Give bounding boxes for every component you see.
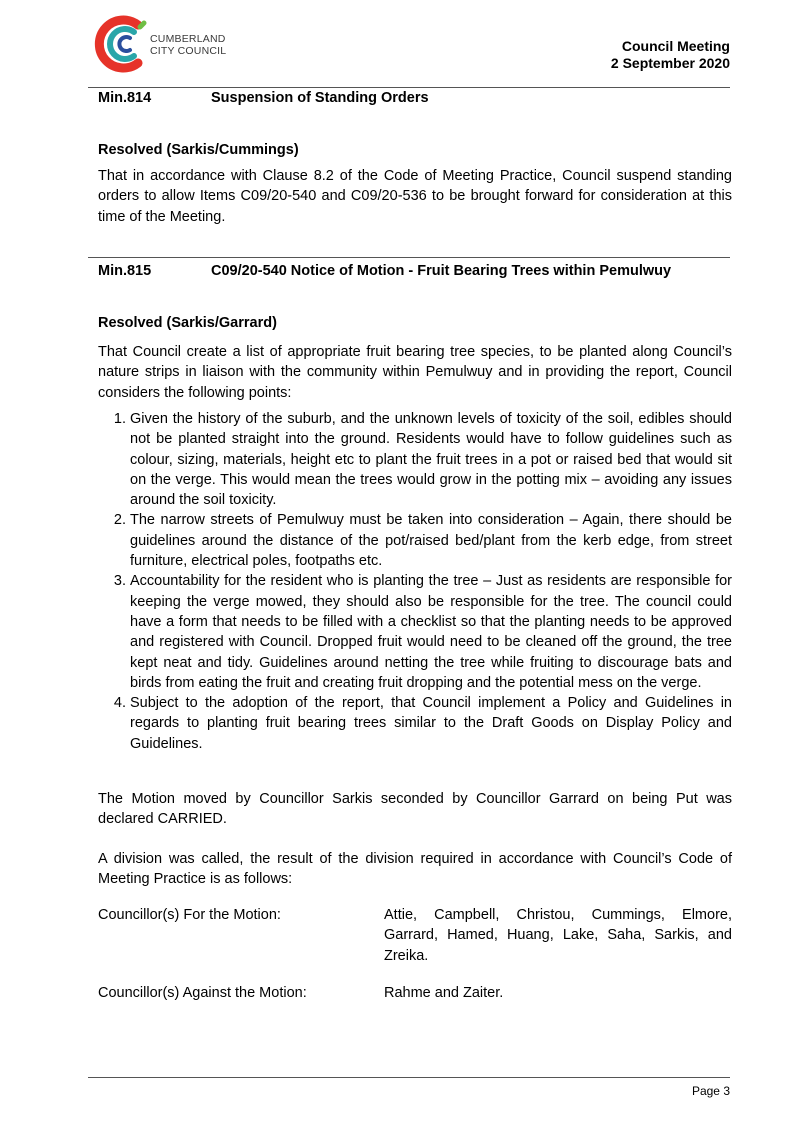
list-item: 1. Given the history of the suburb, and the unknown levels of toxicity of the soil, edibles should not be planted straight into the ground. Residents would have to follow guidelines such as colour, sizing, materials, height etc to plant the fruit trees in a pot or raised bed that would sit on the verge. This would mean the trees would grow in the potting mix – avoiding any issues around the soil toxicity. [130, 409, 732, 510]
division-text: A division was called, the result of the division required in accordance with Council’s Code of Meeting Practice is as follows: [98, 851, 732, 888]
logo-text [150, 33, 226, 57]
against-label: Councillor(s) Against the Motion: [98, 985, 307, 1001]
min815-heading [98, 262, 671, 280]
meeting-header [611, 38, 730, 72]
page-number: Page 3 [691, 1084, 730, 1098]
min815-points [98, 409, 732, 754]
min814-title: Suspension of Standing Orders [211, 90, 429, 106]
meeting-title: Council Meeting [621, 38, 730, 54]
list-item: 4. Subject to the adoption of the report, that Council implement a Policy and Guidelines in regards to planting fruit bearing trees similar to the Draft Goods on Display Policy and Guidelines. [130, 693, 732, 754]
min814-heading [98, 89, 429, 107]
logo-line2: CITY COUNCIL [150, 45, 227, 57]
min814-resolved: Resolved (Sarkis/Cummings) [98, 142, 299, 158]
min814-number: Min.814 [98, 90, 152, 106]
header-rule [88, 87, 730, 88]
min815-title: C09/20-540 Notice of Motion - Fruit Bearing Trees within Pemulwuy [211, 263, 672, 279]
council-logo-icon [90, 13, 150, 75]
min815-intro: That Council create a list of appropriate fruit bearing tree species, to be planted along Council’s nature strips in liaison with the community within Pemulwuy and in providing the report, Council considers the following points: [98, 344, 732, 401]
footer-rule [88, 1077, 730, 1078]
min815-number: Min.815 [98, 263, 152, 279]
for-label: Councillor(s) For the Motion: [98, 907, 281, 923]
for-names: Attie, Campbell, Christou, Cummings, Elmore, Garrard, Hamed, Huang, Lake, Saha, Sarkis, and Zreika. [384, 907, 732, 964]
meeting-date: 2 September 2020 [610, 55, 730, 71]
against-names: Rahme and Zaiter. [384, 985, 504, 1001]
section-rule [88, 257, 730, 258]
list-item: 3. Accountability for the resident who is planting the tree – Just as residents are responsible for keeping the verge mowed, they should also be responsible for the tree. The council could have a form that needs to be filled with a checklist so that the planting needs to be approved and registered with Council. Dropped fruit would need to be cleaned off the ground, the tree kept neat and tidy. Guidelines around netting the tree while fruiting to discourage bats and birds from eating the fruit and creating fruit dropping and the potential mess on the verge. [130, 571, 732, 693]
min814-text: That in accordance with Clause 8.2 of the Code of Meeting Practice, Council suspend standing orders to allow Items C09/20-540 and C09/20-536 to be brought forward for consideration at this time of the Meeting. [98, 168, 732, 225]
list-item: 2. The narrow streets of Pemulwuy must be taken into consideration – Again, there should be guidelines around the distance of the pot/raised bed/plant from the kerb edge, from street furniture, electrical poles, footpaths etc. [130, 510, 732, 571]
motion-result: The Motion moved by Councillor Sarkis seconded by Councillor Garrard on being Put was declared CARRIED. [98, 791, 732, 828]
logo-line1: CUMBERLAND [150, 33, 226, 45]
min815-resolved: Resolved (Sarkis/Garrard) [98, 315, 277, 331]
